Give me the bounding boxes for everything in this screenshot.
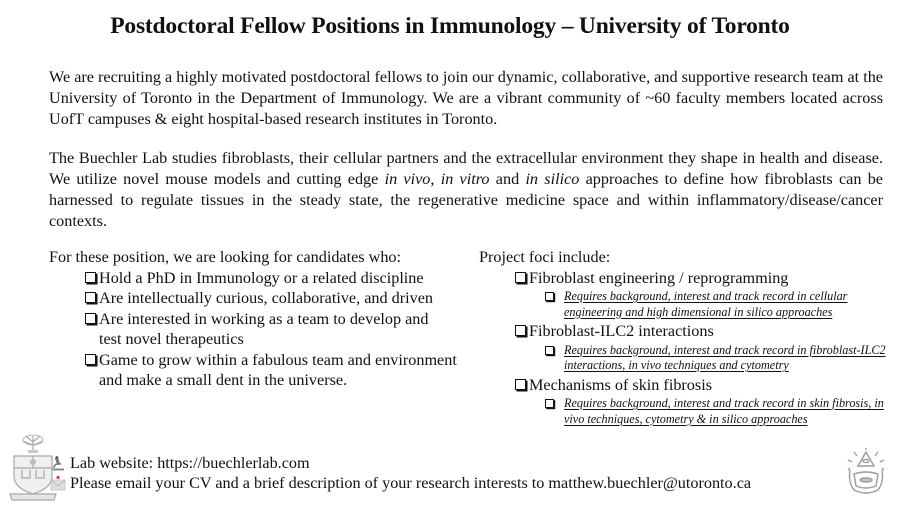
project-requirement (479, 343, 894, 374)
checkbox-icon (85, 313, 96, 324)
checkbox-icon (85, 354, 96, 365)
lab-paragraph (49, 148, 883, 232)
candidate-item (49, 268, 469, 289)
project-requirement (479, 289, 894, 320)
checkbox-icon (515, 272, 526, 283)
projects-heading: Project foci include: (479, 248, 611, 266)
project-item (479, 375, 899, 396)
checkbox-icon (545, 292, 554, 301)
checkbox-icon (515, 379, 526, 390)
university-crest-logo (8, 432, 58, 502)
in-vivo-term: in vivo (384, 170, 431, 188)
candidate-item-label: Are intellectually curious, collaborative, and driven (99, 289, 433, 307)
candidate-item-label: Hold a PhD in Immunology or a related discipline (99, 268, 424, 287)
project-item-label: Fibroblast engineering / reprogramming (529, 268, 789, 287)
project-item (479, 268, 899, 289)
in-silico-term: in silico (525, 170, 580, 188)
project-item (479, 321, 899, 342)
checkbox-icon (515, 325, 526, 336)
project-requirement-text: Requires background, interest and track record in skin fibrosis, in vivo techniques, cytometry & in silico approaches (564, 396, 884, 426)
project-foci (479, 247, 899, 428)
checkbox-icon (85, 272, 96, 283)
lab-text-2: approaches to define how fibroblasts can be harnessed to regulate tissues in the steady state, the regenerative medicine space and within inflammatory/disease/cancer contexts. (49, 170, 883, 230)
candidates-heading: For these position, we are looking for candidates who: (49, 248, 401, 266)
candidate-requirements (49, 247, 469, 391)
separator: and (489, 170, 526, 188)
checkbox-icon (545, 346, 554, 355)
candidate-item (49, 309, 454, 350)
candidate-item-label: Game to grow within a fabulous team and environment and make a small dent in the universe. (99, 350, 457, 389)
candidate-item (49, 288, 469, 309)
intro-paragraph: We are recruiting a highly motivated postdoctoral fellows to join our dynamic, collaborative, and supportive research team at the University of Toronto in the Department of Immunology. We are a vibrant community of ~60 faculty members located across UofT campuses & eight hospital-based research institutes in Toronto. (49, 68, 883, 128)
website-row (70, 453, 751, 473)
contact-footer (70, 453, 751, 493)
separator: , (430, 170, 441, 188)
lab-logo (840, 446, 892, 498)
project-item-label: Mechanisms of skin fibrosis (529, 375, 712, 394)
checkbox-icon (85, 292, 96, 303)
email-instructions: Please email your CV and a brief description of your research interests to matthew.buechler@utoronto.ca (70, 474, 752, 492)
project-requirement (479, 396, 894, 427)
project-requirement-text: Requires background, interest and track record in cellular engineering and high dimensional in silico approaches (564, 289, 848, 319)
email-row (70, 473, 751, 493)
project-item-label: Fibroblast-ILC2 interactions (529, 322, 714, 340)
page-title: Postdoctoral Fellow Positions in Immunology – University of Toronto (110, 13, 790, 39)
project-requirement-text: Requires background, interest and track record in fibroblast-ILC2 interactions, in vivo techniques and cytometry (564, 342, 886, 372)
checkbox-icon (545, 399, 554, 408)
candidate-item-label: Are interested in working as a team to develop and test novel therapeutics (99, 309, 429, 348)
lab-text-1: The Buechler Lab studies fibroblasts, their cellular partners and the extracellular environment they shape in health and disease. We utilize novel mouse models and cutting edge (49, 149, 883, 188)
lab-website-link[interactable]: Lab website: https://buechlerlab.com (70, 454, 310, 472)
candidate-item (49, 350, 469, 391)
in-vitro-term: in vitro (440, 170, 490, 188)
